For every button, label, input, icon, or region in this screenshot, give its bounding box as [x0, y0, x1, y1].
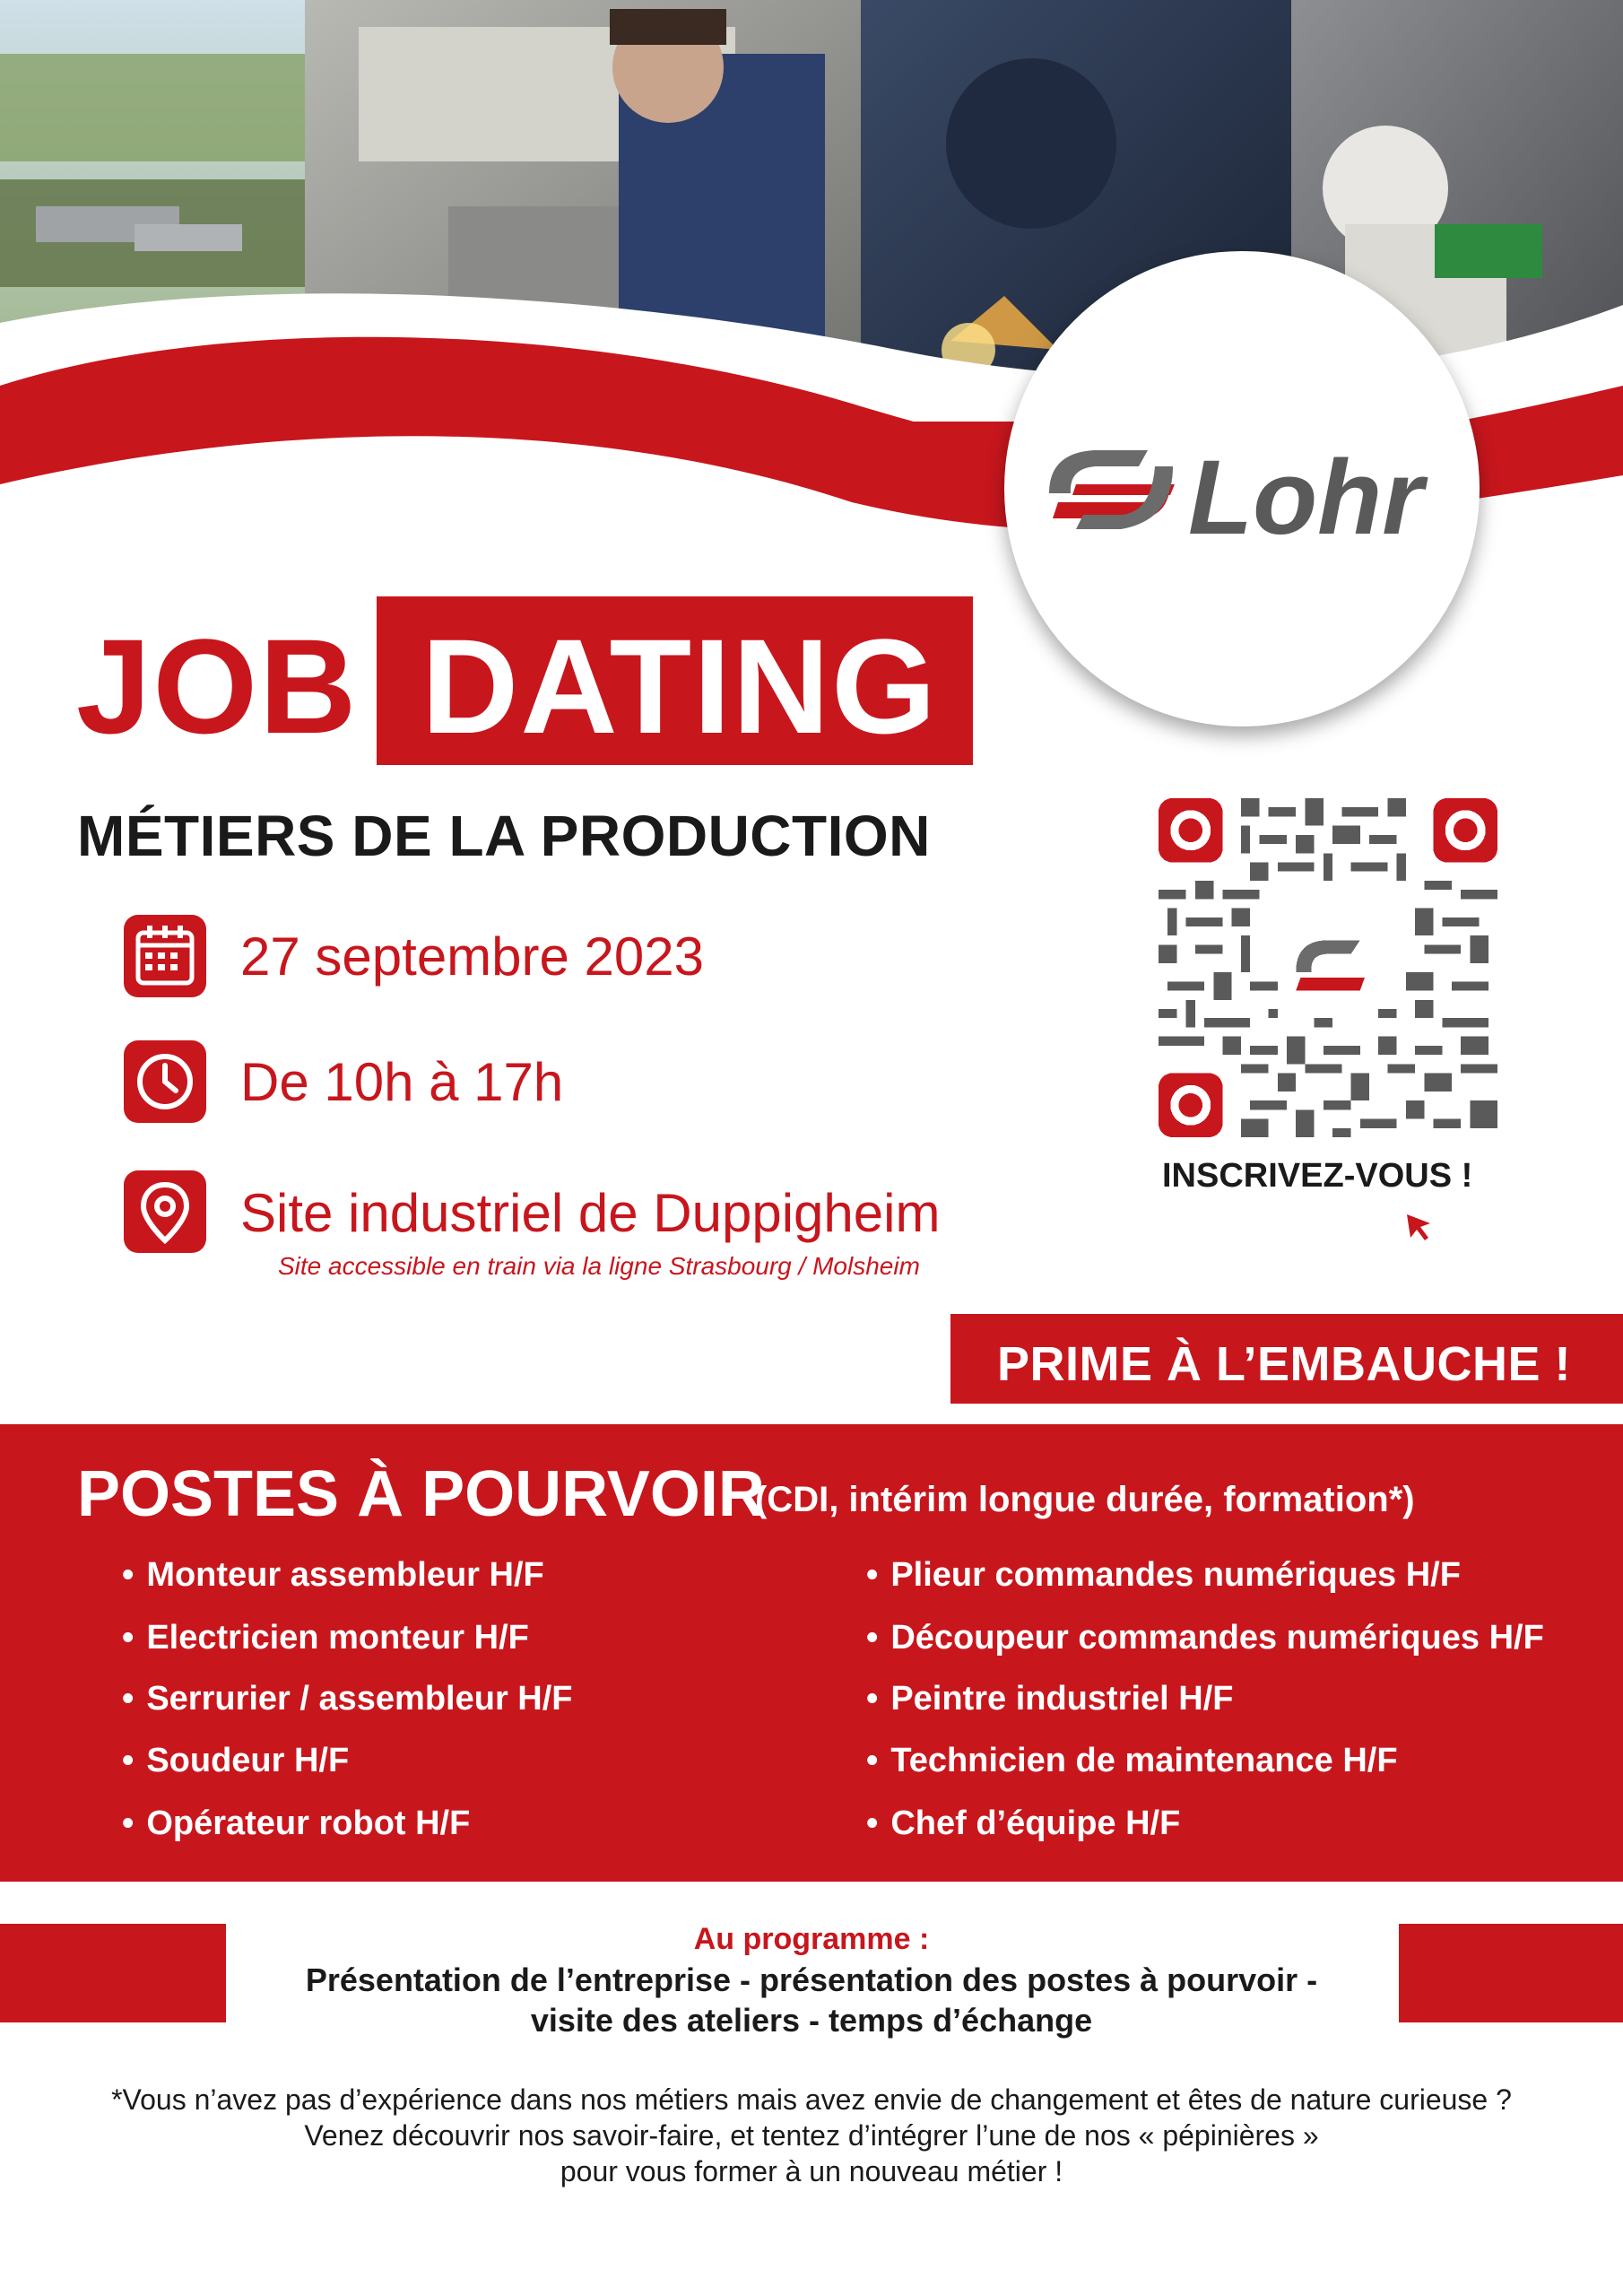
cursor-arrow-icon	[1403, 1211, 1436, 1243]
signup-label: INSCRIVEZ-VOUS !	[1162, 1157, 1473, 1195]
job-item: • Opérateur robot H/F	[122, 1805, 470, 1843]
title-dating: DATING	[421, 611, 938, 761]
footnote-line: pour vous former à un nouveau métier !	[560, 2155, 1063, 2187]
job-item: • Plieur commandes numériques H/F	[866, 1556, 1461, 1595]
location-pin-icon	[124, 1170, 206, 1253]
footnote-line: *Vous n’avez pas d’expérience dans nos métiers mais avez envie de changement et êtes de nature curieuse ?	[111, 2083, 1512, 2116]
subtitle: MÉTIERS DE LA PRODUCTION	[77, 804, 931, 868]
job-item: • Serrurier / assembleur H/F	[122, 1680, 573, 1718]
job-item: • Electricien monteur H/F	[122, 1619, 529, 1657]
programme-line: Présentation de l’entreprise - présentation des postes à pourvoir -	[305, 1961, 1318, 1998]
clock-icon	[124, 1040, 206, 1123]
lohr-logo	[1004, 251, 1480, 726]
title-job: JOB	[76, 611, 359, 761]
job-item: • Découpeur commandes numériques H/F	[866, 1619, 1544, 1657]
place-note: Site accessible en train via la ligne Strasbourg / Molsheim	[278, 1252, 920, 1280]
calendar-icon	[124, 915, 206, 997]
job-item: • Peintre industriel H/F	[866, 1680, 1233, 1718]
logo-wordmark: Lohr	[1188, 439, 1424, 557]
postes-title: POSTES À POURVOIR	[77, 1458, 765, 1530]
programme-title: Au programme :	[693, 1922, 930, 1956]
job-item: • Monteur assembleur H/F	[122, 1556, 544, 1595]
postes-subtitle: (CDI, intérim longue durée, formation*)	[755, 1480, 1415, 1519]
job-item: • Chef d’équipe H/F	[866, 1805, 1180, 1843]
event-place: Site industriel de Duppigheim	[240, 1183, 941, 1243]
signup-qr-code[interactable]	[1159, 798, 1497, 1137]
job-item: • Technicien de maintenance H/F	[866, 1742, 1398, 1780]
logo-badge	[1004, 251, 1480, 726]
prime-text: PRIME À L’EMBAUCHE !	[997, 1337, 1572, 1391]
event-date: 27 septembre 2023	[240, 926, 705, 987]
footnote-line: Venez découvrir nos savoir-faire, et tentez d’intégrer l’une de nos « pépinières »	[304, 2119, 1319, 2152]
programme-line: visite des ateliers - temps d’échange	[530, 2002, 1093, 2039]
job-item: • Soudeur H/F	[122, 1742, 349, 1780]
event-hours: De 10h à 17h	[240, 1052, 564, 1112]
